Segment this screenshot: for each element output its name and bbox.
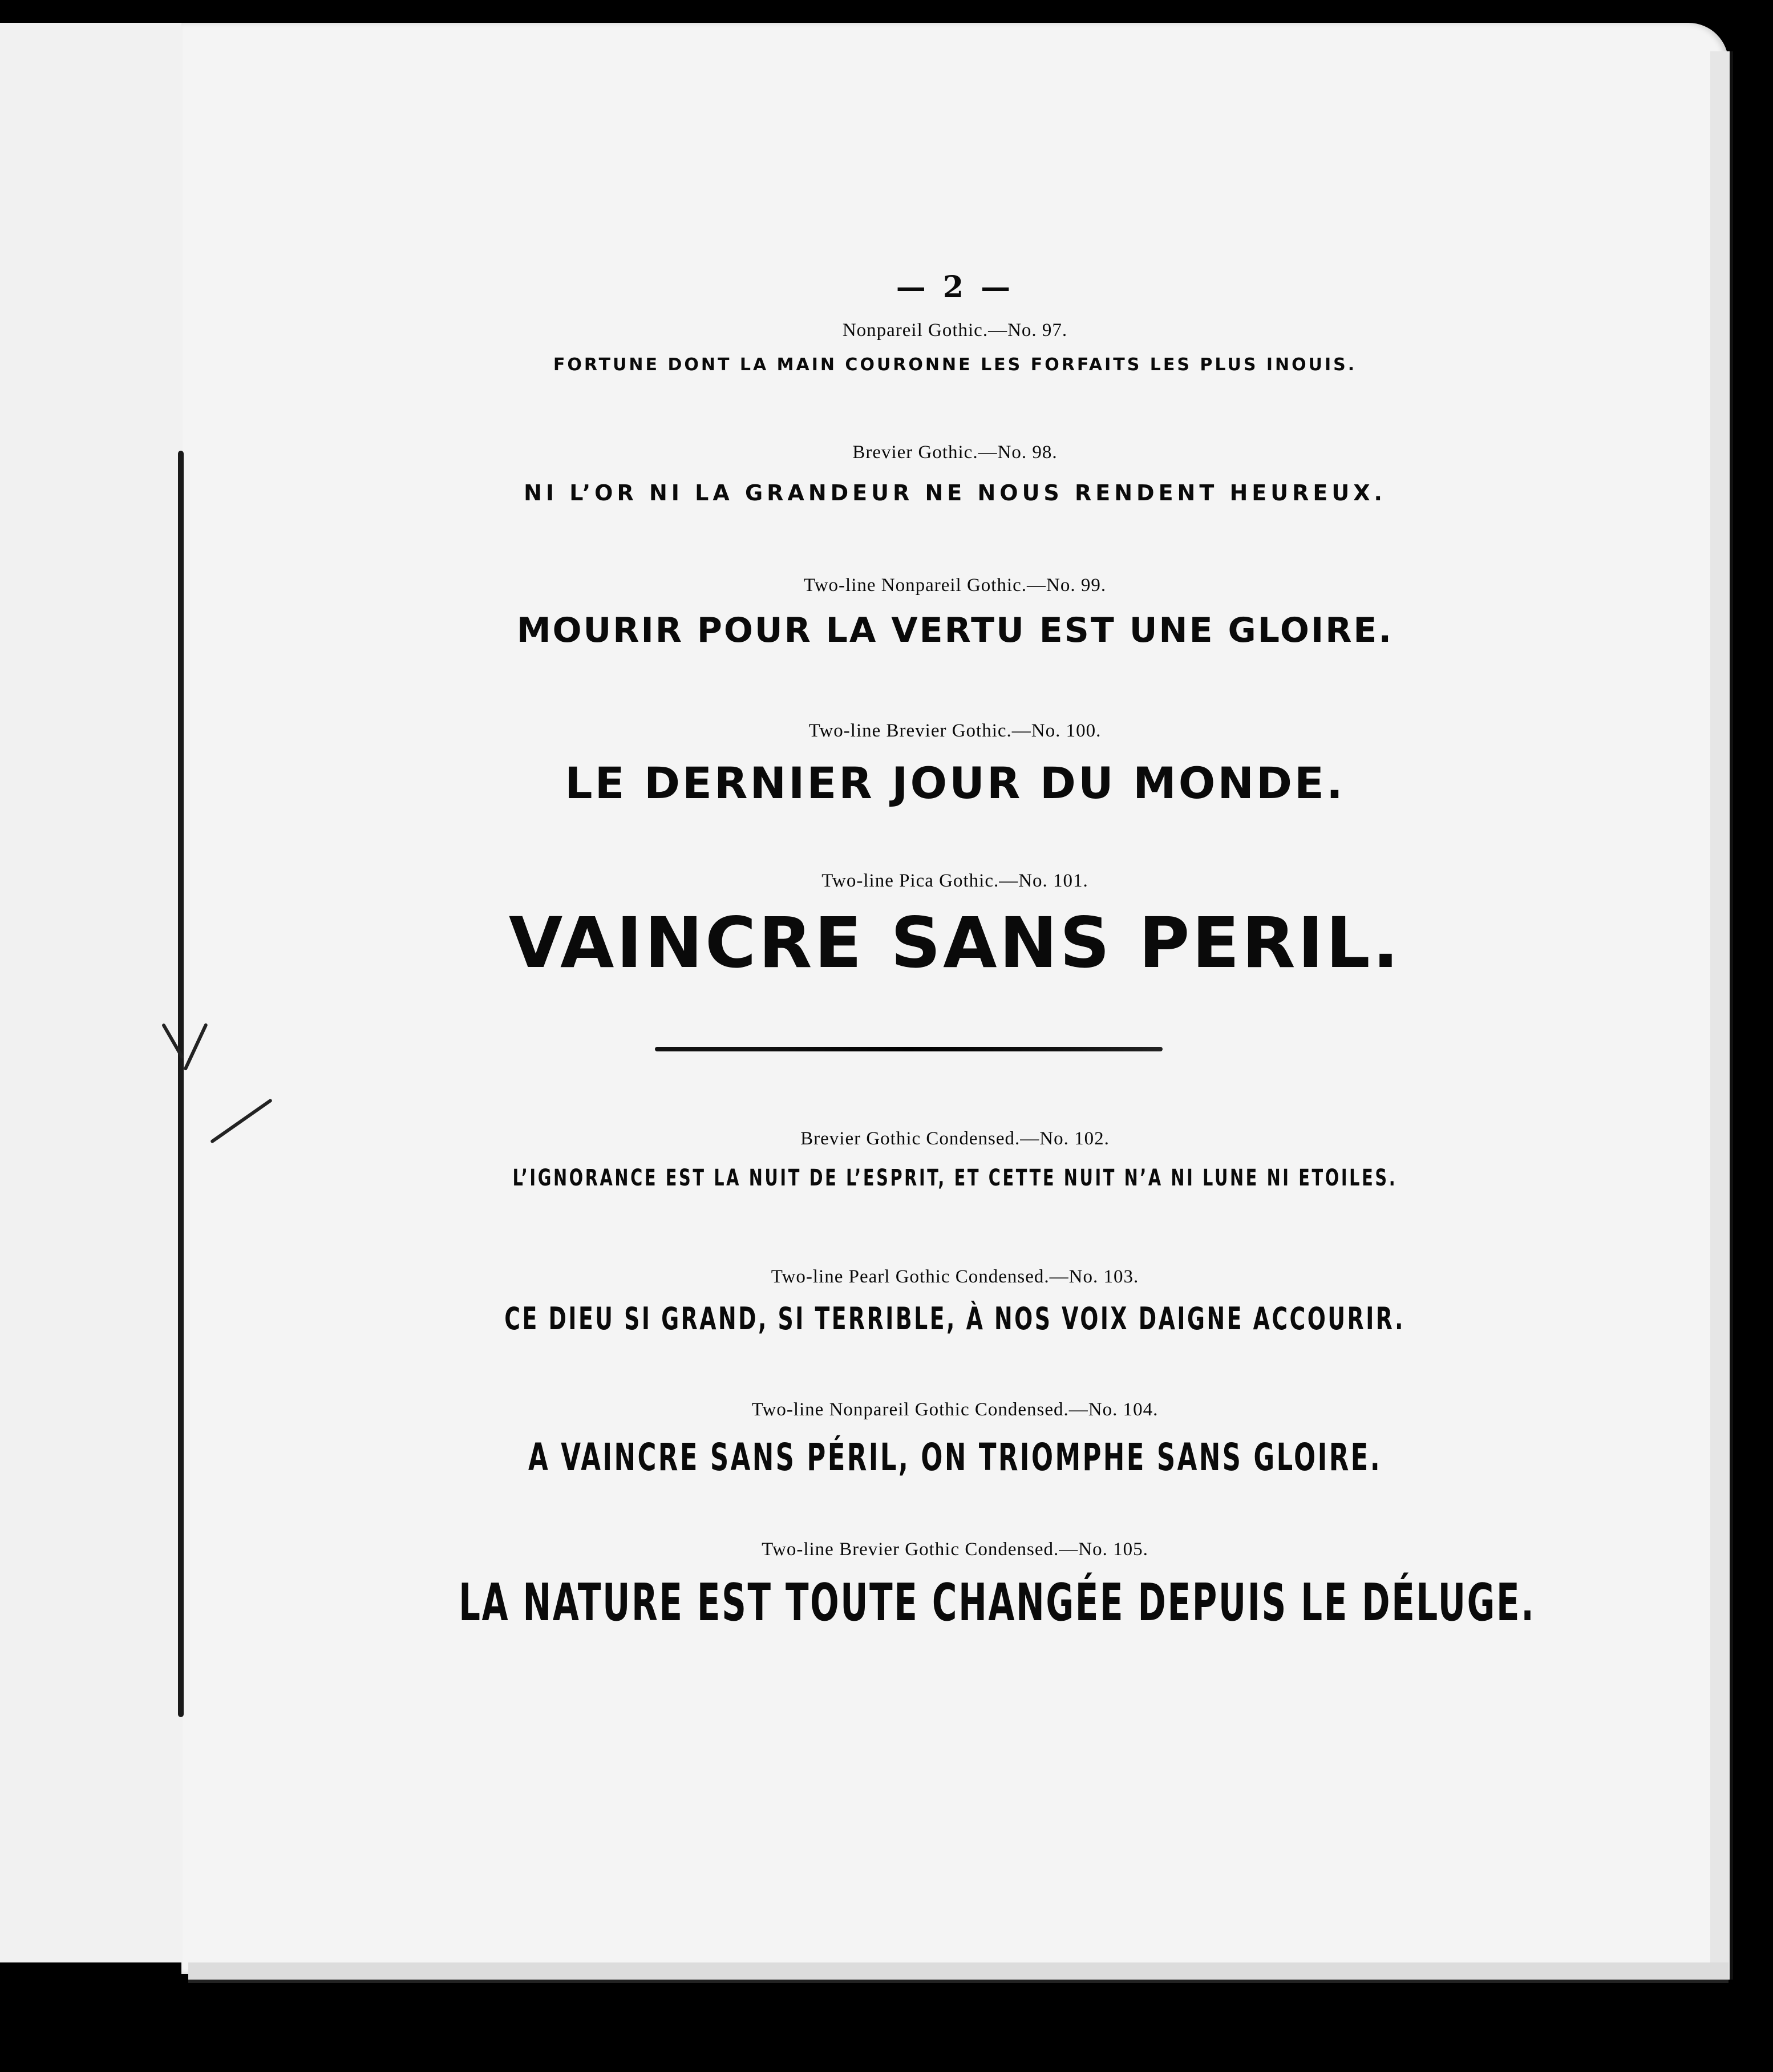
specimen-label: Two-line Nonpareil Gothic Condensed.—No. 104. <box>751 1399 1159 1420</box>
specimen-label: Two-line Brevier Gothic.—No. 100. <box>808 721 1102 741</box>
specimen-line <box>181 1301 1729 1337</box>
specimen-text: A VAINCRE SANS PÉRIL, ON TRIOMPHE SANS GLOIRE. <box>528 1435 1382 1479</box>
specimen-label: Brevier Gothic Condensed.—No. 102. <box>800 1128 1110 1149</box>
specimen-text: NI L’OR NI LA GRANDEUR NE NOUS RENDENT HEUREUX. <box>524 480 1386 505</box>
page-number: — 2 — <box>896 270 1014 305</box>
left-page-leaf <box>0 23 181 1962</box>
specimen-label: Two-line Nonpareil Gothic.—No. 99. <box>803 575 1107 596</box>
specimen-text: LE DERNIER JOUR DU MONDE. <box>565 758 1345 808</box>
specimen-line <box>181 1573 1729 1633</box>
specimen-text: VAINCRE SANS PERIL. <box>508 903 1402 984</box>
specimen-label: Two-line Brevier Gothic Condensed.—No. 105. <box>762 1539 1148 1560</box>
divider-rule <box>655 1047 1163 1051</box>
specimen-line <box>181 1167 1729 1189</box>
specimen-label: Two-line Pica Gothic.—No. 101. <box>821 871 1088 891</box>
specimen-text: L’IGNORANCE EST LA NUIT DE L’ESPRIT, ET CETTE NUIT N’A NI LUNE NI ETOILES. <box>512 1165 1398 1191</box>
specimen-label: Two-line Pearl Gothic Condensed.—No. 103. <box>771 1266 1139 1287</box>
specimen-text: LA NATURE EST TOUTE CHANGÉE DEPUIS LE DÉLUGE. <box>459 1573 1536 1633</box>
specimen-text: MOURIR POUR LA VERTU EST UNE GLOIRE. <box>516 610 1394 650</box>
page-content <box>181 0 1729 2072</box>
specimen-label: Brevier Gothic.—No. 98. <box>852 442 1058 463</box>
specimen-text: FORTUNE DONT LA MAIN COURONNE LES FORFAITS LES PLUS INOUIS. <box>553 355 1357 375</box>
specimen-text: CE DIEU SI GRAND, SI TERRIBLE, À NOS VOIX DAIGNE ACCOURIR. <box>504 1301 1406 1337</box>
specimen-label: Nonpareil Gothic.—No. 97. <box>842 320 1068 341</box>
specimen-line <box>181 1435 1729 1479</box>
